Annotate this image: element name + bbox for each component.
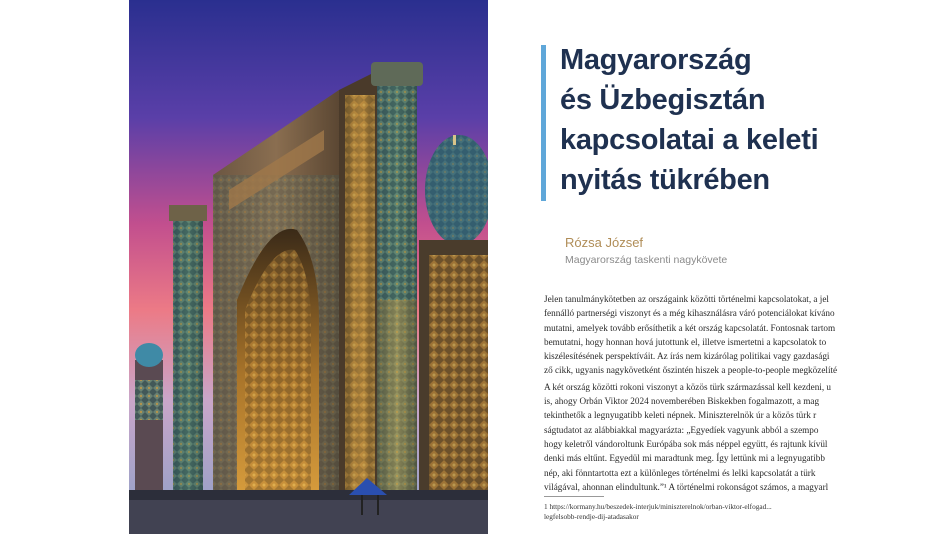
body-line: bemutatni, hogy honnan hová jutottunk el, illetve ismertetni a kapcsolatok to bbox=[544, 336, 827, 347]
body-line: világával, ahonnan elindultunk.”¹ A történelmi rokonságot számos, a magyarl bbox=[544, 481, 829, 492]
footnote bbox=[544, 502, 950, 522]
body-line: nép, aki fönntartotta ezt a különleges történelmi és lelki kapcsolatát a türk bbox=[544, 467, 816, 478]
footnote-line[interactable]: legfelsobb-rendje-dij-atadasakor bbox=[544, 512, 639, 521]
body-line: mutatni, amelyek tovább erősíthetik a két ország kapcsolatát. Fontosnak tartom bbox=[544, 322, 836, 333]
body-line: kiszélesítésének perspektíváit. Az írás nem kizárólag politikai vagy gazdasági bbox=[544, 351, 830, 362]
body-line: A két ország közötti rokoni viszonyt a közös türk származással kell kezdeni, u bbox=[544, 381, 832, 392]
article-page bbox=[488, 0, 950, 534]
body-line: tekinthetők a legnyugatibb keleti népnek. Miniszterelnök úr a közös türk r bbox=[544, 410, 817, 421]
paragraph bbox=[544, 380, 950, 494]
body-line: is, ahogy Orbán Viktor 2024 novemberében Biskekben fogalmazott, a mag bbox=[544, 396, 820, 407]
article-title bbox=[560, 40, 950, 200]
author-role: Magyarország taskenti nagykövete bbox=[565, 254, 728, 266]
body-line: hogy keletről vándoroltunk Európába sok más néppel együtt, és rajtunk kívül bbox=[544, 438, 828, 449]
title-accent-bar bbox=[541, 45, 546, 201]
title-line: kapcsolatai a keleti bbox=[560, 124, 819, 156]
body-line: Jelen tanulmánykötetben az országaink közötti történelmi kapcsolatokat, a jel bbox=[544, 294, 829, 304]
paragraph bbox=[544, 292, 950, 378]
registan-madrasa-photo bbox=[129, 0, 488, 534]
title-line: nyitás tükrében bbox=[560, 164, 770, 196]
madrasa-illustration bbox=[129, 0, 488, 534]
title-line: és Üzbegisztán bbox=[560, 84, 766, 116]
author-name: Rózsa József bbox=[565, 235, 644, 250]
body-line: fennálló partnerségi viszonyt és a még kihasználásra váró potenciálokat kíváno bbox=[544, 308, 835, 319]
title-line: Magyarország bbox=[560, 44, 752, 76]
footnote-line[interactable]: 1 https://kormany.hu/beszedek-interjuk/miniszterelnok/orban-viktor-elfogad... bbox=[544, 502, 772, 511]
body-line: ző cikk, ugyanis nagykövetként őszintén hiszek a people-to-people megközelíté bbox=[544, 365, 838, 376]
body-line: denki más eltűnt. Egyedül mi maradtunk meg. Így lettünk mi a legnyugatibb bbox=[544, 453, 825, 464]
article-body bbox=[544, 292, 950, 496]
footnote-divider bbox=[544, 496, 604, 497]
body-line: ságtudatot az alábbiakkal magyarázta: „Egyedíek vagyunk abból a szempo bbox=[544, 424, 819, 435]
